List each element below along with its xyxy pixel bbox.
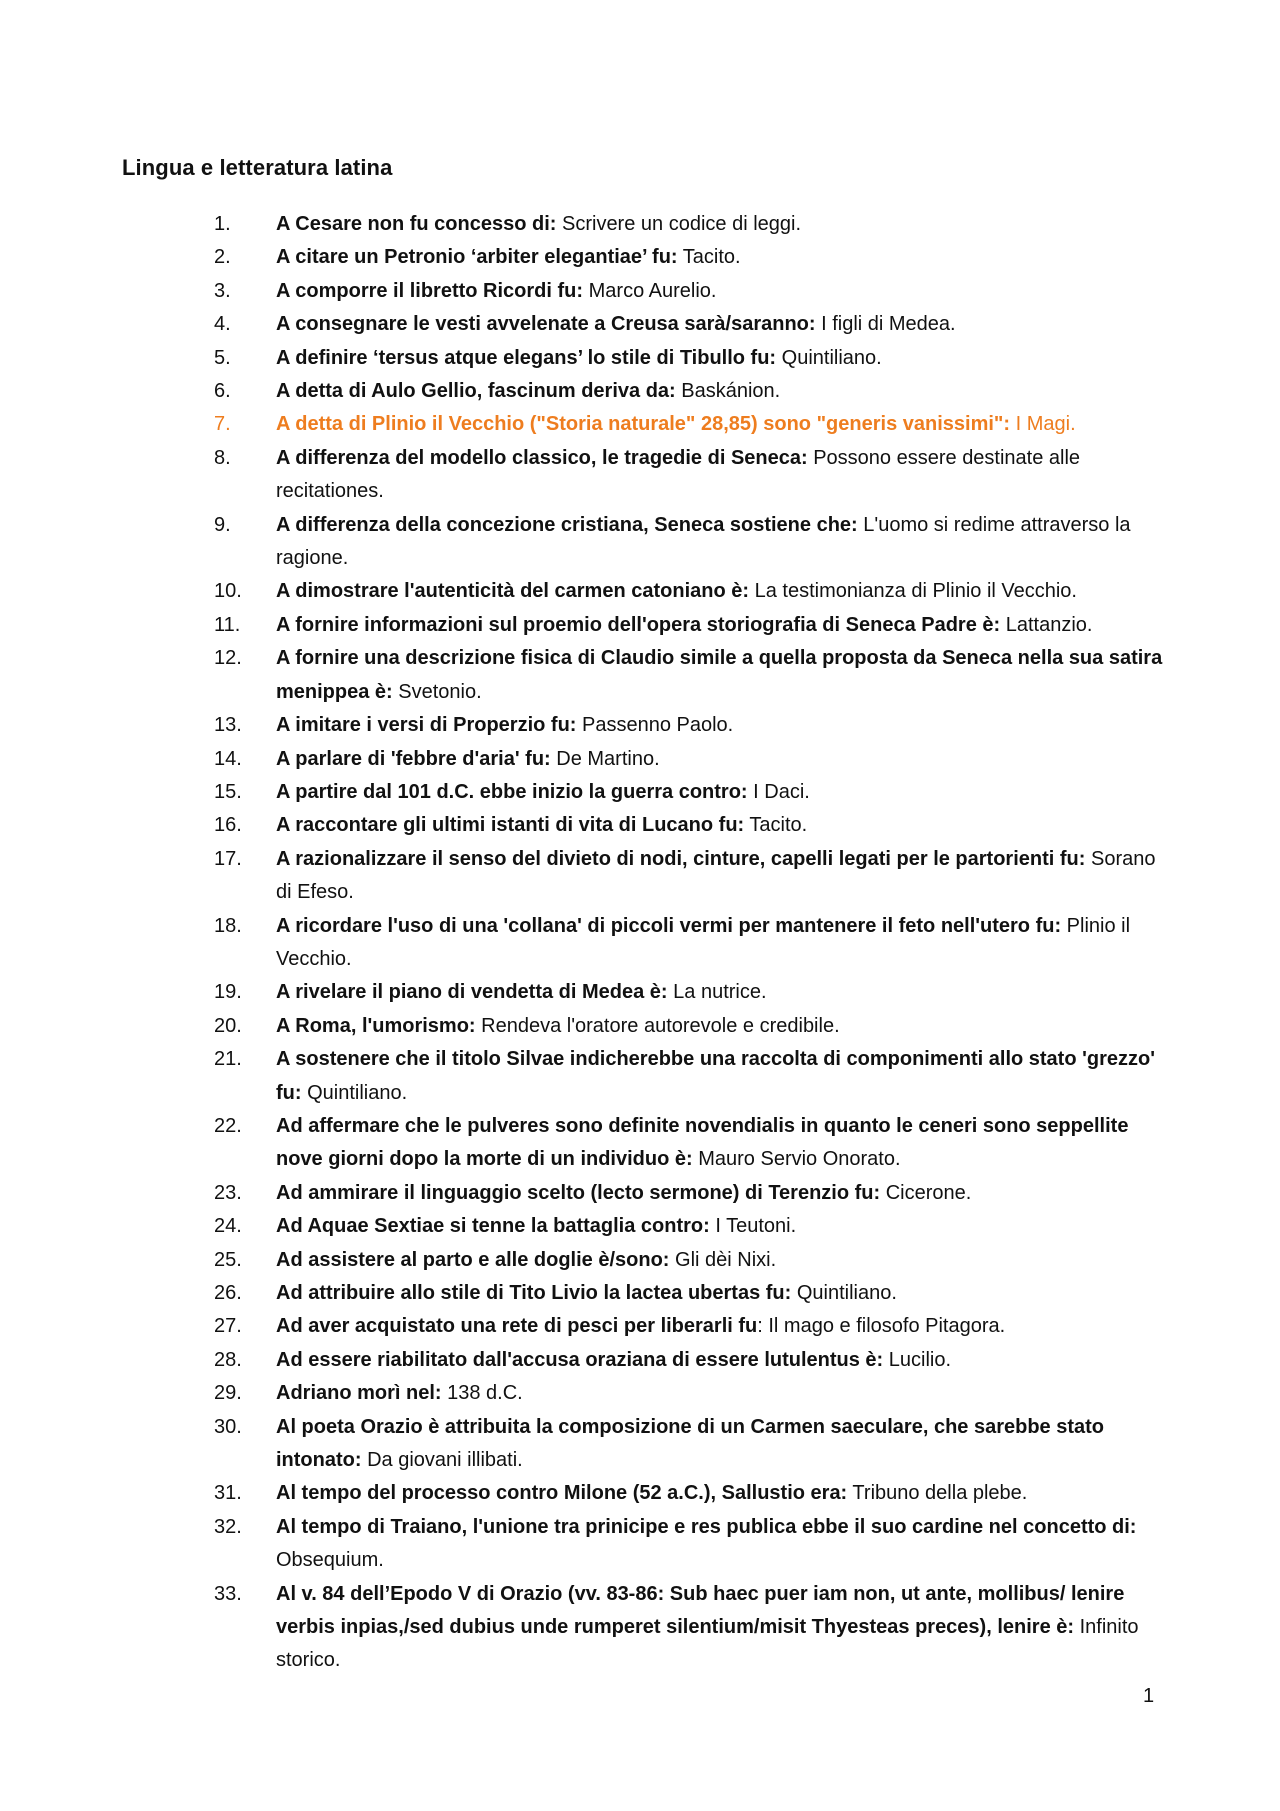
item-number: 14.	[214, 747, 242, 770]
question-text: A definire ‘tersus atque elegans’ lo stile di Tibullo fu:	[276, 346, 777, 369]
question-text: Al poeta Orazio è attribuita la composizione di un Carmen saeculare, che sarebbe stato intonato:	[276, 1415, 1105, 1472]
question-text: A comporre il libretto Ricordi fu:	[276, 279, 584, 302]
question-text: Ad assistere al parto e alle doglie è/sono:	[276, 1248, 670, 1271]
question-text: A fornire informazioni sul proemio dell'opera storiografia di Seneca Padre è:	[276, 613, 1001, 636]
answer-text: Quintiliano.	[301, 1081, 408, 1104]
item-number: 2.	[214, 246, 231, 269]
question-text: A detta di Aulo Gellio, fascinum deriva da:	[276, 380, 676, 403]
question-text: A imitare i versi di Properzio fu:	[276, 714, 577, 737]
question-text: A razionalizzare il senso del divieto di nodi, cinture, capelli legati per le partorienti fu:	[276, 847, 1086, 870]
item-number: 27.	[214, 1315, 242, 1338]
question-answer-list	[180, 208, 1170, 1678]
answer-text: Da giovani illibati.	[361, 1449, 523, 1472]
list-item	[180, 1310, 1170, 1343]
answer-text: 138 d.C.	[441, 1382, 523, 1405]
list-item	[180, 743, 1170, 776]
list-item	[180, 809, 1170, 842]
question-text: Ad affermare che le pulveres sono definite novendialis in quanto le ceneri sono seppellite nove giorni dopo la morte di un individuo è:	[276, 1114, 1129, 1171]
answer-text: Quintiliano.	[791, 1282, 897, 1304]
question-text: Ad aver acquistato una rete di pesci per liberarli fu	[276, 1315, 758, 1338]
list-item	[180, 1344, 1170, 1377]
item-number: 33.	[214, 1582, 242, 1605]
page-number: 1	[1143, 1685, 1155, 1707]
item-number: 7.	[214, 413, 231, 436]
answer-text: Mauro Servio Onorato.	[692, 1148, 901, 1171]
list-item	[180, 1244, 1170, 1277]
answer-text: Tacito.	[677, 246, 741, 269]
list-item	[180, 509, 1170, 576]
question-text: Al tempo del processo contro Milone (52 a.C.), Sallustio era:	[276, 1482, 848, 1505]
answer-text: Cicerone.	[880, 1181, 972, 1204]
list-item	[180, 1210, 1170, 1243]
item-number: 1.	[214, 213, 231, 235]
list-item	[180, 1377, 1170, 1410]
list-item	[180, 575, 1170, 608]
answer-text: Baskánion.	[675, 380, 781, 403]
item-number: 5.	[214, 346, 231, 369]
item-number: 22.	[214, 1114, 242, 1137]
item-number: 30.	[214, 1415, 242, 1438]
list-item	[180, 275, 1170, 308]
item-number: 17.	[214, 847, 242, 870]
answer-text: Marco Aurelio.	[583, 279, 717, 302]
item-number: 31.	[214, 1482, 242, 1505]
question-text: Adriano morì nel:	[276, 1382, 442, 1405]
item-number: 26.	[214, 1282, 242, 1304]
list-item	[180, 976, 1170, 1009]
question-text: A citare un Petronio ‘arbiter elegantiae’ fu:	[276, 246, 678, 269]
list-item	[180, 1411, 1170, 1478]
answer-text: Sorano di Efeso.	[276, 847, 1156, 904]
item-number: 19.	[214, 981, 242, 1004]
answer-text: Gli dèi Nixi.	[669, 1248, 777, 1271]
item-number: 16.	[214, 814, 242, 837]
list-item	[180, 1110, 1170, 1177]
answer-text: : Il mago e filosofo Pitagora.	[757, 1315, 1006, 1338]
question-text: Ad attribuire allo stile di Tito Livio la lactea ubertas fu:	[276, 1282, 792, 1304]
question-text: A differenza del modello classico, le tragedie di Seneca:	[276, 446, 808, 469]
list-item	[180, 776, 1170, 809]
answer-text: Lattanzio.	[1000, 613, 1093, 636]
item-number: 29.	[214, 1382, 242, 1405]
question-text: A detta di Plinio il Vecchio ("Storia naturale" 28,85) sono "generis vanissimi":	[276, 413, 1011, 436]
list-item	[180, 308, 1170, 341]
question-text: A Roma, l'umorismo:	[276, 1014, 476, 1037]
question-text: Ad essere riabilitato dall'accusa oraziana di essere lutulentus è:	[276, 1348, 884, 1371]
list-item	[180, 1277, 1170, 1310]
question-text: A parlare di 'febbre d'aria' fu:	[276, 747, 551, 770]
answer-text: I Magi.	[1010, 413, 1076, 436]
question-text: A consegnare le vesti avvelenate a Creusa sarà/saranno:	[276, 313, 816, 336]
item-number: 21.	[214, 1048, 242, 1071]
question-text: A ricordare l'uso di una 'collana' di piccoli vermi per mantenere il feto nell'utero fu:	[276, 914, 1062, 937]
item-number: 12.	[214, 647, 242, 670]
list-item	[180, 709, 1170, 742]
answer-text: Lucilio.	[883, 1348, 952, 1371]
item-number: 13.	[214, 714, 242, 737]
item-number: 15.	[214, 780, 242, 803]
list-item	[180, 1578, 1170, 1678]
list-item	[180, 442, 1170, 509]
item-number: 8.	[214, 446, 231, 469]
list-item	[180, 1010, 1170, 1043]
answer-text: La testimonianza di Plinio il Vecchio.	[749, 580, 1077, 603]
answer-text: Obsequium.	[276, 1549, 384, 1572]
question-text: A Cesare non fu concesso di:	[276, 213, 557, 235]
list-item	[180, 342, 1170, 375]
answer-text: I Daci.	[747, 780, 810, 803]
list-item	[180, 642, 1170, 709]
answer-text: Possono essere destinate alle recitationes.	[276, 446, 1081, 503]
item-number: 18.	[214, 914, 242, 937]
answer-text: Infinito storico.	[276, 1616, 1139, 1672]
list-item	[180, 1477, 1170, 1510]
answer-text: Tacito.	[744, 814, 808, 837]
item-number: 25.	[214, 1248, 242, 1271]
question-text: A differenza della concezione cristiana, Seneca sostiene che:	[276, 513, 858, 536]
answer-text: I Teutoni.	[709, 1215, 797, 1238]
list-item	[180, 609, 1170, 642]
answer-text: Plinio il Vecchio.	[276, 914, 1131, 970]
question-text: A partire dal 101 d.C. ebbe inizio la guerra contro:	[276, 780, 748, 803]
list-item	[180, 1043, 1170, 1110]
answer-text: Quintiliano.	[776, 346, 882, 369]
question-text: A sostenere che il titolo Silvae indicherebbe una raccolta di componimenti allo stato 'grezzo' fu:	[276, 1048, 1155, 1104]
list-item	[180, 1511, 1170, 1578]
item-number: 11.	[214, 613, 241, 636]
answer-text: Svetonio.	[392, 680, 482, 703]
list-item	[180, 241, 1170, 274]
answer-text: Scrivere un codice di leggi.	[556, 213, 802, 235]
item-number: 20.	[214, 1014, 242, 1037]
answer-text: La nutrice.	[667, 981, 767, 1004]
list-item	[180, 375, 1170, 408]
question-text: A fornire una descrizione fisica di Claudio simile a quella proposta da Seneca nella sua satira menippea è:	[276, 647, 1163, 703]
list-item	[180, 1177, 1170, 1210]
question-text: A rivelare il piano di vendetta di Medea è:	[276, 981, 668, 1004]
question-text: Al tempo di Traiano, l'unione tra prinicipe e res publica ebbe il suo cardine nel concetto di:	[276, 1515, 1137, 1538]
question-text: A dimostrare l'autenticità del carmen catoniano è:	[276, 580, 750, 603]
item-number: 10.	[214, 580, 242, 603]
item-number: 24.	[214, 1215, 242, 1238]
answer-text: I figli di Medea.	[815, 313, 956, 336]
question-text: Ad ammirare il linguaggio scelto (lecto sermone) di Terenzio fu:	[276, 1181, 881, 1204]
item-number: 9.	[214, 513, 231, 536]
document-title: Lingua e letteratura latina	[122, 155, 393, 180]
answer-text: De Martino.	[550, 747, 660, 770]
question-text: A raccontare gli ultimi istanti di vita di Lucano fu:	[276, 814, 745, 837]
item-number: 3.	[214, 279, 231, 302]
item-number: 28.	[214, 1348, 242, 1371]
list-item	[180, 843, 1170, 910]
list-item	[180, 408, 1170, 441]
item-number: 4.	[214, 313, 231, 336]
item-number: 23.	[214, 1181, 242, 1204]
item-number: 6.	[214, 380, 231, 403]
question-text: Ad Aquae Sextiae si tenne la battaglia contro:	[276, 1215, 710, 1238]
item-number: 32.	[214, 1515, 242, 1538]
answer-text: Tribuno della plebe.	[847, 1482, 1028, 1505]
question-text: Al v. 84 dell’Epodo V di Orazio (vv. 83-86: Sub haec puer iam non, ut ante, mollibus/ lenire verbis inpias,/sed dubius unde rumperet silentium/misit Thyesteas preces), lenire è:	[276, 1582, 1125, 1639]
answer-text: L'uomo si redime attraverso la ragione.	[276, 513, 1131, 570]
list-item	[180, 910, 1170, 977]
answer-text: Passenno Paolo.	[576, 714, 734, 737]
answer-text: Rendeva l'oratore autorevole e credibile.	[475, 1014, 840, 1037]
list-item	[180, 208, 1170, 241]
